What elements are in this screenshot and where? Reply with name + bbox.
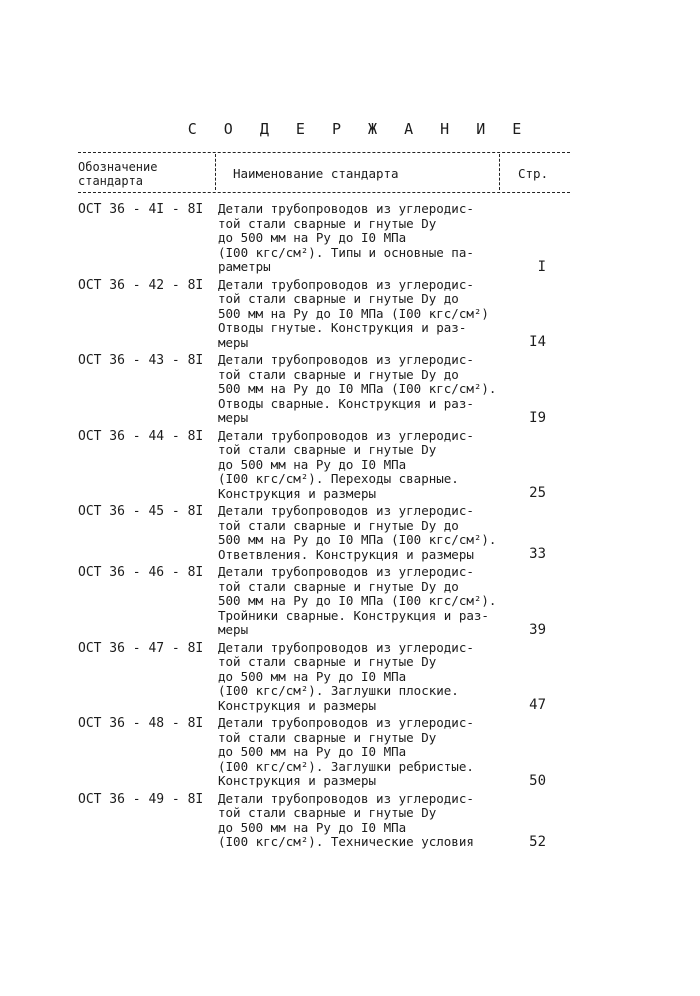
header-bottom-rule — [78, 192, 570, 193]
contents-row — [78, 716, 570, 789]
page-number: 25 — [529, 485, 546, 501]
standard-name-line: (I00 кгс/см²). Типы и основные па- — [218, 244, 474, 260]
standard-name-line: меры — [218, 410, 249, 425]
standard-name-line: (I00 кгс/см²). Заглушки плоские. — [218, 683, 459, 698]
page-number: 52 — [529, 833, 546, 850]
header-separator — [215, 154, 216, 190]
standard-name — [218, 504, 498, 562]
standard-name-line: Детали трубопроводов из углеродис- — [218, 352, 474, 367]
contents-row — [78, 641, 570, 714]
standard-code: ОСТ 36 - 43 - 8I — [78, 353, 204, 368]
standard-code: ОСТ 36 - 4I - 8I — [78, 202, 204, 217]
standard-code: ОСТ 36 - 44 - 8I — [78, 428, 204, 444]
standard-name-line: 500 мм на Pу до I0 МПа (I00 кгс/см²) — [218, 305, 489, 321]
standard-name — [218, 278, 498, 351]
page-number: I — [537, 258, 546, 275]
standard-name-line: той стали сварные и гнутые Dу — [218, 215, 437, 231]
header-page-label: Стр. — [518, 166, 549, 181]
standard-name — [218, 353, 498, 426]
standard-name-line: Конструкция и размеры — [218, 773, 377, 788]
standard-name — [218, 641, 498, 714]
standard-name-line: 500 мм на Pу до I0 МПа (I00 кгс/см²). — [218, 381, 497, 396]
standard-code: ОСТ 36 - 49 - 8I — [78, 791, 204, 807]
standard-name-line: (I00 кгс/см²). Переходы сварные. — [218, 471, 459, 486]
standard-name-line: до 500 мм на Pу до I0 МПа — [218, 456, 407, 472]
standard-name-line: раметры — [218, 259, 271, 274]
standard-name-line: Детали трубопроводов из углеродис- — [218, 427, 474, 443]
standard-name-line: Ответвления. Конструкция и размеры — [218, 546, 474, 562]
standard-name-line: Конструкция и размеры — [218, 485, 377, 501]
table-header — [78, 150, 570, 200]
contents-row — [78, 504, 570, 562]
contents-list — [78, 202, 570, 853]
standard-name — [218, 202, 498, 275]
contents-row — [78, 202, 570, 275]
page-number: 47 — [529, 697, 546, 713]
standard-name-line: 500 мм на Pу до I0 МПа (I00 кгс/см²). — [218, 532, 497, 547]
page-number: 33 — [529, 546, 546, 562]
standard-name-line: той стали сварные и гнутые Dу — [218, 442, 437, 457]
page-number: I4 — [529, 334, 546, 350]
standard-name-line: Отводы гнутые. Конструкция и раз- — [218, 320, 467, 335]
page-title: С О Д Е Р Ж А Н И Е — [187, 120, 531, 138]
standard-code: ОСТ 36 - 48 - 8I — [78, 716, 204, 731]
standard-name-line: той стали сварные и гнутые Dу до — [218, 517, 459, 533]
standard-code: ОСТ 36 - 45 - 8I — [78, 504, 204, 519]
standard-name-line: Детали трубопроводов из углеродис- — [218, 790, 474, 806]
standard-name-line: той стали сварные и гнутые Dу до — [218, 291, 459, 306]
standard-name — [218, 716, 498, 789]
contents-row — [78, 792, 570, 850]
standard-name-line: Детали трубопроводов из углеродис- — [218, 564, 474, 579]
standard-code: ОСТ 36 - 46 - 8I — [78, 565, 204, 580]
standard-name-line: Тройники сварные. Конструкция и раз- — [218, 607, 489, 623]
standard-name-line: меры — [218, 334, 249, 350]
standard-name — [218, 792, 498, 850]
standard-name-line: той стали сварные и гнутые Dу до — [218, 366, 459, 382]
standard-name-line: (I00 кгс/см²). Заглушки ребристые. — [218, 758, 474, 774]
standard-name-line: Конструкция и размеры — [218, 697, 377, 713]
page-number: I9 — [529, 409, 546, 426]
standard-name-line: той стали сварные и гнутые Dу — [218, 805, 437, 820]
contents-row — [78, 429, 570, 502]
standard-name-line: Детали трубопроводов из углеродис- — [218, 715, 474, 730]
header-separator — [499, 154, 500, 190]
standard-name-line: до 500 мм на Pу до I0 МПа — [218, 668, 407, 684]
standard-name — [218, 429, 498, 502]
standard-name-line: (I00 кгс/см²). Технические условия — [218, 834, 474, 849]
contents-row — [78, 278, 570, 351]
standard-name-line: Отводы сварные. Конструкция и раз- — [218, 395, 474, 411]
standard-name-line: до 500 мм на Pу до I0 МПа — [218, 230, 407, 245]
standard-name-line: Детали трубопроводов из углеродис- — [218, 201, 474, 216]
page-number: 50 — [529, 772, 546, 789]
standard-name — [218, 565, 498, 638]
standard-code: ОСТ 36 - 47 - 8I — [78, 640, 204, 656]
contents-row — [78, 353, 570, 426]
standard-name-line: Детали трубопроводов из углеродис- — [218, 503, 474, 518]
standard-name-line: меры — [218, 622, 249, 637]
standard-name-line: той стали сварные и гнутые Dу до — [218, 578, 459, 594]
contents-row — [78, 565, 570, 638]
standard-name-line: Детали трубопроводов из углеродис- — [218, 639, 474, 655]
header-name-label: Наименование стандарта — [233, 166, 399, 181]
standard-name-line: 500 мм на Pу до I0 МПа (I00 кгс/см²). — [218, 593, 497, 608]
standard-name-line: той стали сварные и гнутые Dу — [218, 729, 437, 745]
standard-code: ОСТ 36 - 42 - 8I — [78, 277, 204, 293]
standard-name-line: до 500 мм на Pу до I0 МПа — [218, 744, 407, 759]
page-number: 39 — [529, 621, 546, 638]
standard-name-line: до 500 мм на Pу до I0 МПа — [218, 819, 407, 835]
standard-name-line: той стали сварные и гнутые Dу — [218, 654, 437, 669]
standard-name-line: Детали трубопроводов из углеродис- — [218, 276, 474, 292]
header-code-label: Обозначение стандарта — [78, 160, 158, 188]
header-top-rule — [78, 152, 570, 153]
